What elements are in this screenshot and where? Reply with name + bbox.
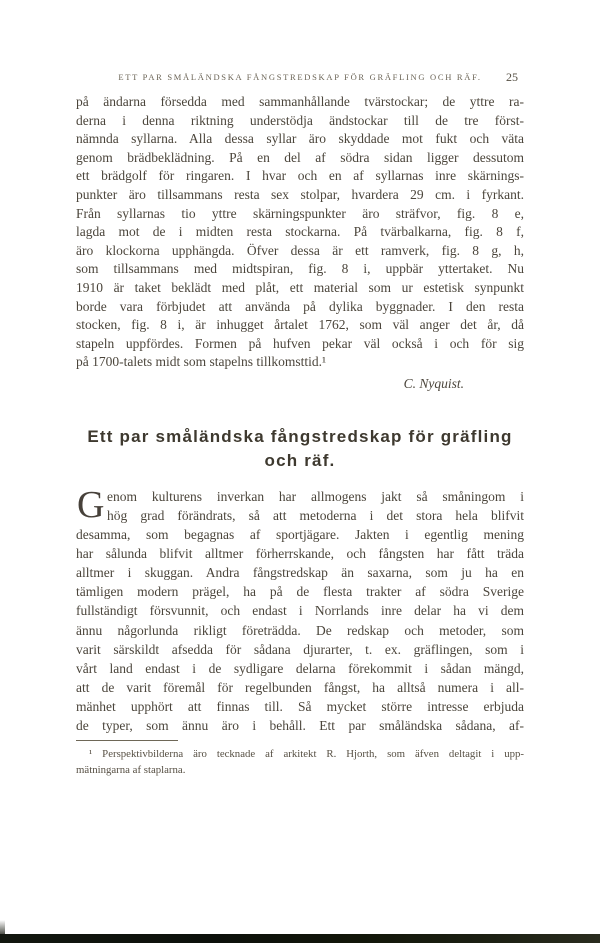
text-line: mänhet upphört att finnas till. Så mycket större intresse erbjuda — [76, 698, 524, 714]
text-line: som tillsammans med midtspiran, fig. 8 i, uppbär yttertaket. Nu — [76, 261, 524, 277]
text-line: vårt land endast i de sydligare delarna förekommit i sådan mängd, — [76, 660, 524, 676]
text-line: hög grad förändrats, så att metoderna i det stora hela blifvit — [107, 508, 524, 523]
text-line: stapeln uppfördes. Formen på hufven pekar väl också i och för sig — [76, 335, 524, 351]
text-line: har sålunda blifvit alltmer förherrskande, och fångsten har fått träda — [76, 546, 524, 562]
text-line: stocken, fig. 8 i, är inhugget årtalet 1762, som väl anger det år, då — [76, 317, 524, 333]
article-title-line2: och räf. — [264, 450, 336, 470]
text-column — [76, 72, 524, 779]
text-line: punkter äro tillsammans resta sex stolpar, hvardera 29 cm. i fyrkant. — [76, 186, 524, 202]
text-line: alltmer i skuggan. Andra fångstredskap än saxarna, som ju ha en — [76, 565, 524, 581]
text-line: lagda mot de i midten resta stockarna. På tvärbalkarna, fig. 8 f, — [76, 224, 524, 240]
text-line: genom brädbeklädning. På en del af södra sidan ligger dessutom — [76, 149, 524, 165]
text-line: på 1700-talets midt som stapelns tillkomsttid.¹ — [76, 354, 327, 370]
text-line: de typer, som ännu äro i behåll. Ett par småländska sådana, af- — [76, 718, 524, 734]
text-line: enom kulturens inverkan har allmogens jakt så småningom i — [107, 488, 524, 504]
footnote — [76, 746, 524, 778]
text-line: att de varit föremål för regelbunden fångst, ha alltså numera i all- — [76, 679, 524, 695]
scan-bottom-band — [0, 934, 600, 943]
text-line: desamma, som begagnas af sportjägare. Jakten i egentlig mening — [76, 527, 524, 543]
text-line: på ändarna försedda med sammanhållande tvärstockar; de yttre ra- — [76, 94, 524, 109]
footnote-line: mätningarna af staplarna. — [76, 764, 186, 777]
scan-edge-artifact — [0, 920, 5, 934]
text-line: äro klockorna upphängda. Öfver dessa är ett ramverk, fig. 8 g, h, — [76, 242, 524, 258]
running-header-title: ETT PAR SMÅLÄNDSKA FÅNGSTREDSKAP FÖR GRÄFLING OCH RÄF. — [118, 72, 482, 82]
article-paragraph — [76, 483, 524, 735]
author-signature: C. Nyquist. — [403, 375, 464, 391]
text-line: derna i denna riktning understödja ändstockar till de tre först- — [76, 112, 524, 128]
footnote-line: ¹ Perspektivbilderna äro tecknade af arkitekt R. Hjorth, som äfven deltagit i upp- — [89, 748, 524, 761]
text-line: varit särskildt afsedda för sådana djurarter, t. ex. gräflingen, som i — [76, 641, 524, 657]
text-line: borde vara förbjudet att använda på dylika byggnader. I den resta — [76, 298, 524, 314]
article-title-line1: Ett par småländska fångstredskap för gräfling — [87, 426, 513, 446]
text-line: Från syllarnas tio yttre skärningspunkter äro sträfvor, fig. 8 e, — [76, 205, 524, 221]
text-line: ett brädgolf för ringaren. I hvar och en af syllarnas inre skärnings- — [76, 168, 524, 184]
drop-cap-initial: G — [77, 483, 105, 526]
running-header — [76, 72, 524, 83]
text-line: 1910 är taket beklädt med plåt, ett material som ur estetisk synpunkt — [76, 279, 524, 295]
text-line: fullständigt försvunnit, och endast i Norrlands inre delar ha vi dem — [76, 603, 524, 619]
paragraph-continuation — [76, 93, 524, 372]
text-line: nämnda syllarna. Alla dessa syllar äro skyddade mot fukt och väta — [76, 131, 524, 147]
footnote-divider — [76, 740, 178, 741]
text-line: tämligen modern prägel, ha på de flesta trakter af södra Sverige — [76, 584, 524, 600]
text-line: ännu någorlunda rikligt företrädda. De redskap och metoder, som — [76, 622, 524, 638]
article-title — [76, 425, 524, 473]
page-number: 25 — [506, 70, 518, 84]
